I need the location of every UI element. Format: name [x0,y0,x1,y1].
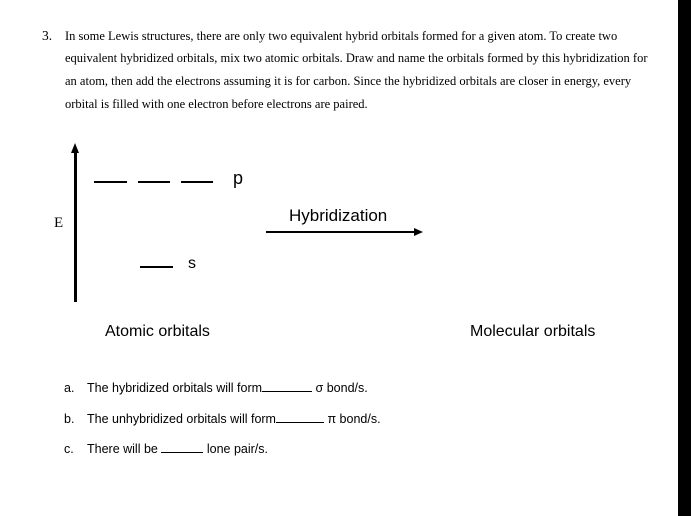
energy-axis-label: E [54,215,64,231]
item-text-after: π bond/s. [327,412,381,426]
item-letter: c. [64,442,74,456]
question-text-line-2: equivalent hybridized orbitals, mix two atomic orbitals. Draw and name the orbitals formed by this hybridization for [65,51,648,65]
question-text-line-3: an atom, then add the electrons assuming it is for carbon. Since the hybridized orbitals are closer in energy, every [65,74,632,88]
item-text-after: σ bond/s. [315,381,368,395]
molecular-orbitals-label: Molecular orbitals [470,323,596,340]
item-text-before: The unhybridized orbitals will form [87,412,276,426]
hybridization-arrow [266,231,416,233]
s-orbital-label: s [188,255,196,272]
item-letter: a. [64,381,75,395]
p-orbital-line-1 [94,181,127,183]
p-orbital-line-3 [181,181,213,183]
question-text-line-1: In some Lewis structures, there are only two equivalent hybrid orbitals formed for a given atom. To create two [65,29,618,43]
hybridization-label: Hybridization [289,206,388,225]
p-orbital-line-2 [138,181,170,183]
s-orbital-line [140,266,173,268]
answer-blank[interactable] [161,451,203,453]
p-orbital-label: p [233,168,244,188]
item-text-before: There will be [87,442,158,456]
question-number: 3. [42,28,53,43]
hybridization-arrowhead [414,228,423,236]
question-text-line-4: orbital is filled with one electron before electrons are paired. [65,97,368,111]
atomic-orbitals-label: Atomic orbitals [105,323,210,340]
answer-blank[interactable] [262,390,312,392]
answer-blank[interactable] [276,421,324,423]
item-text-before: The hybridized orbitals will form [87,381,263,395]
item-text-after: lone pair/s. [206,442,268,456]
energy-axis [74,152,77,302]
item-letter: b. [64,412,75,426]
